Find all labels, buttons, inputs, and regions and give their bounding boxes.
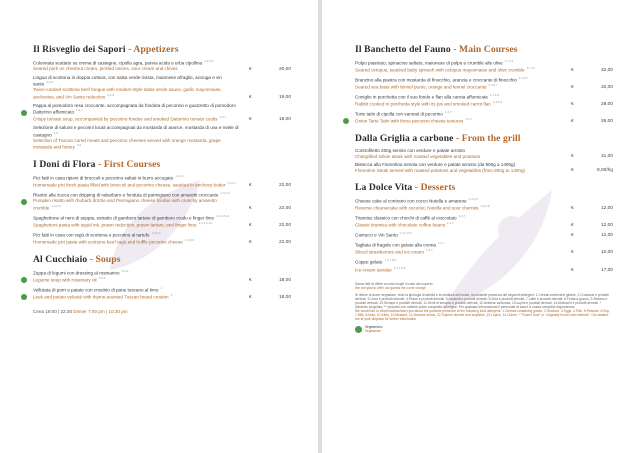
- left-page: [0, 0, 318, 453]
- dish-name-it-text: Pappa al pomodoro resa croccante, accompagnata da fonduta di pecorino e guazzetto di pomodoro Datterino affumicato: [33, 102, 236, 115]
- allergen-note: [355, 293, 613, 322]
- dish-name-it: [33, 231, 241, 238]
- dish-name-it: [33, 214, 241, 221]
- vegetarian-icon: [21, 288, 29, 306]
- dish-name-it: [33, 269, 241, 276]
- allergen-codes-en: 1,2,3,6,14: [198, 220, 212, 225]
- dish-name-en: [355, 248, 563, 255]
- dish-name-it: [355, 231, 563, 238]
- dish-name-en: [355, 100, 563, 107]
- section-title: [355, 44, 613, 56]
- vegetarian-legend-icon: [355, 326, 362, 333]
- menu-item: [355, 110, 613, 124]
- dish-name-en: [33, 238, 241, 245]
- price-value: 12,00: [600, 233, 613, 239]
- menu-section: [33, 44, 291, 150]
- currency-symbol: €: [571, 168, 574, 174]
- allergen-codes-en: 3,9: [76, 143, 82, 148]
- allergen-codes: 1,3,7,8,9: [399, 231, 412, 236]
- dish-name-en-text: Classic tiramisu with chocolate coffee beans: [355, 222, 446, 228]
- menu-notes: [355, 282, 613, 334]
- section-title: [355, 133, 613, 145]
- dish-name-en: [355, 266, 563, 273]
- allergen-codes: 1,3,7: [458, 214, 466, 219]
- right-menu-column: [355, 44, 613, 334]
- currency-symbol: €: [249, 239, 252, 245]
- menu-section: [355, 133, 613, 173]
- dish-name-en-text: Onion Tarte Tatin with three pecorino cheese textures: [355, 118, 464, 124]
- currency-symbol: €: [571, 267, 574, 273]
- opening-hours: [33, 309, 291, 314]
- menu-section: [33, 254, 291, 300]
- menu-item: [33, 286, 291, 300]
- section-title-it: Al Cucchiaio: [33, 253, 88, 265]
- currency-symbol: €: [249, 66, 252, 72]
- dish-name-en: [33, 66, 241, 72]
- price-value: 22,00: [278, 205, 291, 211]
- allergen-codes-en: 3,4,9: [107, 92, 114, 97]
- price-value: 18,00: [278, 117, 291, 123]
- dish-name-it-text: Coppe gelato: [355, 260, 383, 265]
- section-title-separator: -: [95, 159, 104, 171]
- dish-name-it: [355, 214, 563, 221]
- dish-name-it-text: Vellutata di porri e patate con crostino di pane toscano al timo: [33, 287, 159, 293]
- dish-name-it-text: Zuppa di legumi con dressing al rosmarino: [33, 270, 120, 276]
- vegetarian-legend-en: Vegetarian: [365, 329, 381, 334]
- menu-item: [355, 76, 613, 90]
- menu-item: [33, 269, 291, 283]
- allergen-codes: 3,9: [53, 130, 58, 135]
- dish-name-it-text: Polpo piastrato, spinacino saltato, maionese di polpo e crumble alle olive: [355, 60, 503, 66]
- vegetarian-icon: [21, 105, 29, 123]
- allergen-note-it: Si ritiene di dover segnalare, visto la tipologia di attività e la struttura del locale, la possibile presenza dei seguenti allergeni: 1.Cereali contenenti glutine, 2.Crostacei e prodotti derivati, 3.Uova e prodotti derivati, 4.Pesce e prodotti derivati, 5.Arachidi e prodotti derivati, 6.Soia e prodotti derivati, 7.Latte e prodotti derivati, 8.Frutta a guscio, 9.Sedano e prodotti derivati, 10.Senape e prodotti derivati, 11.Semi di sesamo e prodotti derivati, 12.Anidride solforosa, 13.Lupini e prodotti derivati, 14.Molluschi e prodotti derivati. * Alimento surgelato; ** prodotto con materie prime congelate all'origine. Per qualsiasi informazione il personale di sala è a vostra completa disposizione.: [355, 292, 609, 309]
- dish-name-it-text: Bistecca alla Fiorentina servita con verdure e patate arrosto (da 900g a 1400g): [355, 162, 516, 168]
- dish-name-en: [33, 115, 241, 122]
- price-value: 17,00: [600, 267, 613, 273]
- allergen-codes: 3,7,14: [504, 59, 514, 63]
- dish-name-it-text: Tagliata di fragole con gelato alla crema: [355, 242, 436, 248]
- dish-name-en-text: Homemade pici pasta with scottona beef ragù and truffle pecorino cheese: [33, 239, 183, 245]
- price-value: 26,00: [600, 119, 613, 125]
- menu-section: [33, 159, 291, 245]
- price-value: 12,00: [600, 206, 613, 212]
- price-value: 22,00: [278, 222, 291, 228]
- section-title-separator: -: [125, 44, 134, 55]
- price-value: 8,00/hg: [596, 168, 613, 174]
- menu-item: [33, 231, 291, 245]
- menu-item: [355, 162, 613, 173]
- allergen-codes: 1,3,7: [76, 108, 83, 113]
- currency-symbol: €: [571, 119, 574, 125]
- currency-symbol: €: [571, 102, 574, 108]
- currency-symbol: €: [571, 154, 574, 160]
- allergen-codes-en: 1,4,6,7: [488, 83, 498, 88]
- allergen-codes-en: 3,6,9: [98, 276, 106, 280]
- menu-item: [33, 75, 291, 100]
- vegetarian-leaf-icon: [343, 118, 349, 124]
- dish-name-en-text: Seared pork on chestnut cream, pickled onions, sour cream and chives: [33, 66, 178, 72]
- menu-item: [355, 59, 613, 73]
- price-value: 12,00: [600, 223, 613, 229]
- dish-name-it: [33, 59, 241, 66]
- currency-symbol: €: [249, 295, 252, 301]
- price-value: 32,00: [600, 85, 613, 91]
- dish-name-it-text: Tiramisu classico con chicchi di caffè al cioccolato: [355, 215, 457, 221]
- dish-name-it-text: Lingua di scottona in doppia cottura, con salsa verde rivista, maionese all’aglio, acciuga e vin santo: [33, 74, 222, 87]
- dish-name-en: [33, 221, 241, 228]
- dish-name-en: [355, 168, 563, 174]
- menu-item: [355, 93, 613, 107]
- dish-name-it: [355, 59, 563, 66]
- dish-name-en-text: Twice-cooked scottona beef tongue with modern-style salsa verde sauce, garlic mayonnaise, anchovies, and Vin Santo reduction: [33, 87, 222, 100]
- dish-name-en-text: Homemade pici fresh pasta filled with broccoli and pecorino cheese, sautéed in anchovy butter: [33, 182, 226, 188]
- dish-name-en-text: Seared sea bass with fennel purée, orange and fennel croccante: [355, 84, 487, 90]
- currency-symbol: €: [249, 222, 252, 228]
- section-title-en: First Courses: [103, 159, 161, 171]
- vegetarian-legend-it: Vegetariano: [365, 325, 383, 330]
- allergen-codes: 1,4,6,7: [518, 76, 529, 81]
- dish-name-it: [355, 197, 563, 204]
- menu-item: [33, 174, 291, 188]
- opening-hours-it: Cena 19:00 | 22:30: [33, 309, 72, 315]
- dish-name-it-text: Pici fatti in casa ripieni di broccoli e pecorino saltati in burro accugato: [33, 175, 174, 181]
- dish-name-it: [355, 110, 563, 117]
- dish-name-it-text: Cheese cake al contrario con cocco Nutella e amarene: [355, 198, 467, 204]
- dish-name-en-text: Seared octopus, sautéed baby spinach with octopus mayonnaise and olive crumble: [355, 67, 525, 73]
- section-title-separator: -: [450, 44, 460, 55]
- currency-symbol: €: [571, 85, 574, 91]
- vegetarian-icon: [343, 112, 351, 130]
- left-menu-column: [33, 44, 291, 314]
- dish-name-it-text: Cantucci e Vin Santo: [355, 232, 398, 238]
- dish-name-it: [33, 174, 241, 181]
- allergen-codes: 1,2,3,6,14: [216, 213, 230, 218]
- price-value: 22,00: [278, 239, 291, 245]
- allergen-codes-en: 1,3,7: [425, 248, 433, 253]
- dish-name-it-text: Controfiletto 200g servito con verdure e patate arrosto: [355, 148, 466, 154]
- price-value: 10,00: [600, 250, 613, 256]
- section-title-en: Appetizers: [133, 44, 179, 55]
- section-title-en: Desserts: [420, 182, 456, 194]
- dish-name-en-text: Ice-cream sundae: [355, 267, 392, 273]
- allergen-codes-en: 1,3,7: [465, 117, 473, 122]
- section-title: [33, 44, 291, 56]
- section-title-separator: -: [87, 253, 96, 265]
- dish-name-it: [355, 93, 563, 100]
- dish-name-en: [355, 154, 563, 160]
- cover-charge-note: [355, 282, 613, 290]
- dish-name-it-text: Branzino alla piastra con mostarda di finocchio, arancia e croccante di finocchio: [355, 77, 517, 83]
- currency-symbol: €: [571, 206, 574, 212]
- section-title-it: I Doni di Flora: [33, 159, 96, 171]
- dish-name-it-text: Torte tatin di cipolla con vannati di pecorino: [355, 111, 443, 117]
- dish-name-en: [355, 204, 563, 211]
- menu-item: [355, 148, 613, 159]
- currency-symbol: €: [571, 250, 574, 256]
- dish-name-en-text: Florentine Steak served with roasted potatoes and vegetables (from 900g to 1400g): [355, 167, 526, 173]
- dish-name-en: [33, 181, 241, 188]
- section-title-en: From the grill: [461, 133, 521, 145]
- section-title-it: Dalla Griglia a carbone: [355, 133, 454, 145]
- dish-name-en-text: Spaghettoni pasta with squid ink, prawn reduction, prawn tartare, and finger lime: [33, 222, 197, 228]
- dish-name-en: [355, 66, 563, 73]
- section-title-en: Soups: [95, 253, 121, 265]
- dish-name-en: [33, 276, 241, 283]
- section-title-it: Il Risveglio dei Sapori: [33, 44, 126, 55]
- allergen-codes: 1,3,6,9: [220, 191, 230, 196]
- menu-item: [355, 258, 613, 272]
- price-value: 32,00: [600, 68, 613, 74]
- menu-item: [355, 197, 613, 211]
- dish-name-en: [355, 83, 563, 90]
- allergen-codes-en: 1,3,4,7: [227, 181, 237, 186]
- allergen-codes: 1: [160, 286, 163, 291]
- dish-name-en: [33, 87, 241, 100]
- currency-symbol: €: [249, 278, 252, 284]
- dish-name-it: [355, 258, 563, 265]
- menu-item: [355, 214, 613, 228]
- allergen-codes-en: 1,3,6,9: [492, 100, 503, 105]
- vegetarian-icon: [21, 193, 29, 211]
- section-title: [33, 254, 291, 266]
- price-value: 18,00: [278, 278, 291, 284]
- right-page: [322, 0, 640, 453]
- allergen-codes: 1,3,7,8,9: [384, 258, 397, 263]
- allergen-codes: 3,4,9: [46, 80, 53, 85]
- dish-name-en: [33, 198, 241, 211]
- menu-section: [355, 182, 613, 272]
- currency-symbol: €: [571, 233, 574, 239]
- dish-name-it: [355, 241, 563, 248]
- allergen-codes-en: 3,7,14: [526, 66, 535, 71]
- menu-item: [33, 125, 291, 150]
- dish-name-it-text: Coniglio in porchetta con il suo fondo e flan alla carota affumicata: [355, 94, 488, 100]
- allergen-note-en: We would like to inform/advise/warn you about the possible presence of the following food allergens: 1.Cereals containing gluten, 2.Seafood, 3.Eggs, 4.Fish, 5.Peanuts, 6.Soy, 7.Milk, 8.Nuts, 9.Celery, 10.Mustard, 11.Sesame seeds, 12.Sulphur dioxide and sulphites, 13.Lupins, 14.Clams. * "Frozen food" or "originally frozen raw material". Our waiters are at your disposal for further information.: [355, 309, 610, 322]
- cover-charge-en: We are glad to offer our guests the cover charge.: [355, 285, 427, 290]
- allergen-codes-en: 1: [170, 293, 173, 298]
- currency-symbol: €: [249, 117, 252, 123]
- price-value: 19,00: [278, 94, 291, 100]
- allergen-codes: 1,3,6,9: [489, 93, 499, 98]
- dish-name-it-text: Risotto alla zucca con dripping di rabarbaro e fonduta di parmigiano con amaretti croccante: [33, 192, 219, 198]
- vegetarian-leaf-icon: [21, 294, 27, 300]
- menu-item: [33, 103, 291, 123]
- allergen-codes-en: 1,3,7: [219, 115, 227, 120]
- dish-name-it-text: Colonnata scattato su crema di castagne, cipolla agra, panna acida e erba cipollina: [33, 60, 203, 66]
- currency-symbol: €: [249, 205, 252, 211]
- menu-item: [33, 214, 291, 228]
- dish-name-en: [355, 221, 563, 228]
- vegetarian-leaf-icon: [21, 110, 27, 116]
- section-title: [355, 182, 613, 194]
- price-value: 22,00: [278, 183, 291, 189]
- price-value: 20,00: [278, 66, 291, 72]
- allergen-codes: 1,3,6,9: [151, 230, 161, 235]
- dish-name-en-text: Sliced strawberries and ice cream: [355, 249, 424, 255]
- price-value: 28,00: [600, 102, 613, 108]
- dish-name-it-text: Selezione di salumi e pecorini locali accompagnati da mostarda di arance, mostarda di uva e miele di castagno: [33, 125, 239, 138]
- currency-symbol: €: [249, 183, 252, 189]
- cover-charge-it: Siamo lieti di offrire ai nostri ospiti il costo del coperto.: [355, 281, 434, 286]
- menu-item: [33, 191, 291, 211]
- section-title-separator: -: [412, 182, 421, 194]
- allergen-codes-en: 1,3,6,9: [51, 203, 61, 208]
- dish-name-it-text: Spaghettone al nero di seppia, estratto di gambero tartare di gambero crudo e finger lime: [33, 215, 215, 221]
- allergen-codes-en: 1,3,7,8,9: [393, 265, 406, 270]
- vegetarian-icon: [21, 271, 29, 289]
- allergen-codes: 1,3,6,8: [468, 197, 478, 202]
- dish-name-it-text: Pici fatti in casa con ragù di scottona e pecorino al tartufo: [33, 232, 150, 238]
- allergen-codes: 1,3,5,9: [204, 59, 214, 63]
- allergen-codes: 1,3,4,7: [175, 174, 185, 179]
- dish-name-en-text: Chargrilled sirloin steak with roasted vegetables and potatoes: [355, 153, 481, 159]
- dish-name-it: [355, 76, 563, 83]
- dish-name-en: [33, 293, 241, 300]
- dish-name-it: [33, 75, 241, 88]
- allergen-codes-en: 1,3,6,9: [184, 237, 195, 242]
- allergen-codes-en: 1,3,6,8: [480, 204, 490, 209]
- dish-name-en-text: Legume soup with rosemary oil: [33, 277, 97, 283]
- dish-name-it: [33, 103, 241, 116]
- section-title-en: Main Courses: [459, 44, 518, 55]
- menu-section: [355, 44, 613, 124]
- dish-name-en-text: Reverse cheesecake with coconut, Nutella and sour cherries: [355, 205, 479, 211]
- vegetarian-leaf-icon: [21, 199, 27, 205]
- dish-name-en-text: Crispy tomato soup, accompanied by pecorino fondue and smoked Datterino tomato coulis: [33, 116, 218, 122]
- vegetarian-legend-text: [365, 325, 383, 333]
- allergen-codes: 1,3,7: [437, 241, 445, 246]
- vegetarian-legend: [355, 325, 613, 333]
- section-title-separator: -: [453, 133, 462, 145]
- allergen-codes-en: 1,3,7: [447, 221, 454, 226]
- price-value: 18,00: [278, 295, 291, 301]
- dish-name-en-text: Selection of Tuscan cured meats and pecorino cheeses served with orange mostarda, grape mostarda and honey: [33, 137, 221, 150]
- section-title-it: La Dolce Vita: [355, 182, 413, 194]
- section-title: [33, 159, 291, 171]
- menu-item: [355, 231, 613, 238]
- menu-item: [355, 241, 613, 255]
- allergen-codes: 1,3,7: [444, 110, 452, 115]
- dish-name-en: [355, 117, 563, 124]
- vegetarian-leaf-icon: [21, 277, 27, 283]
- currency-symbol: €: [571, 223, 574, 229]
- currency-symbol: €: [571, 68, 574, 74]
- currency-symbol: €: [249, 94, 252, 100]
- dish-name-en: [33, 138, 241, 151]
- dish-name-it: [33, 125, 241, 138]
- dish-name-it: [33, 286, 241, 293]
- dish-name-en-text: Leek and potato velouté with thyme-scented Tuscan bread crouton: [33, 294, 169, 300]
- section-title-it: Il Banchetto del Fauno: [355, 44, 451, 55]
- allergen-codes: 3,6,9: [121, 268, 129, 273]
- dish-name-it: [33, 191, 241, 198]
- opening-hours-en: Dinner 7:00 pm | 10:30 pm: [73, 309, 128, 315]
- dish-name-en-text: Pumpkin risotto with rhubarb drizzle and Parmigiano cheese fondue with crunchy amaretto crumble: [33, 198, 217, 211]
- dish-name-en-text: Rabbit cooked in porchetta style with its jus and smoked carrot flan: [355, 101, 491, 107]
- menu-item: [33, 59, 291, 72]
- price-value: 31,00: [600, 154, 613, 160]
